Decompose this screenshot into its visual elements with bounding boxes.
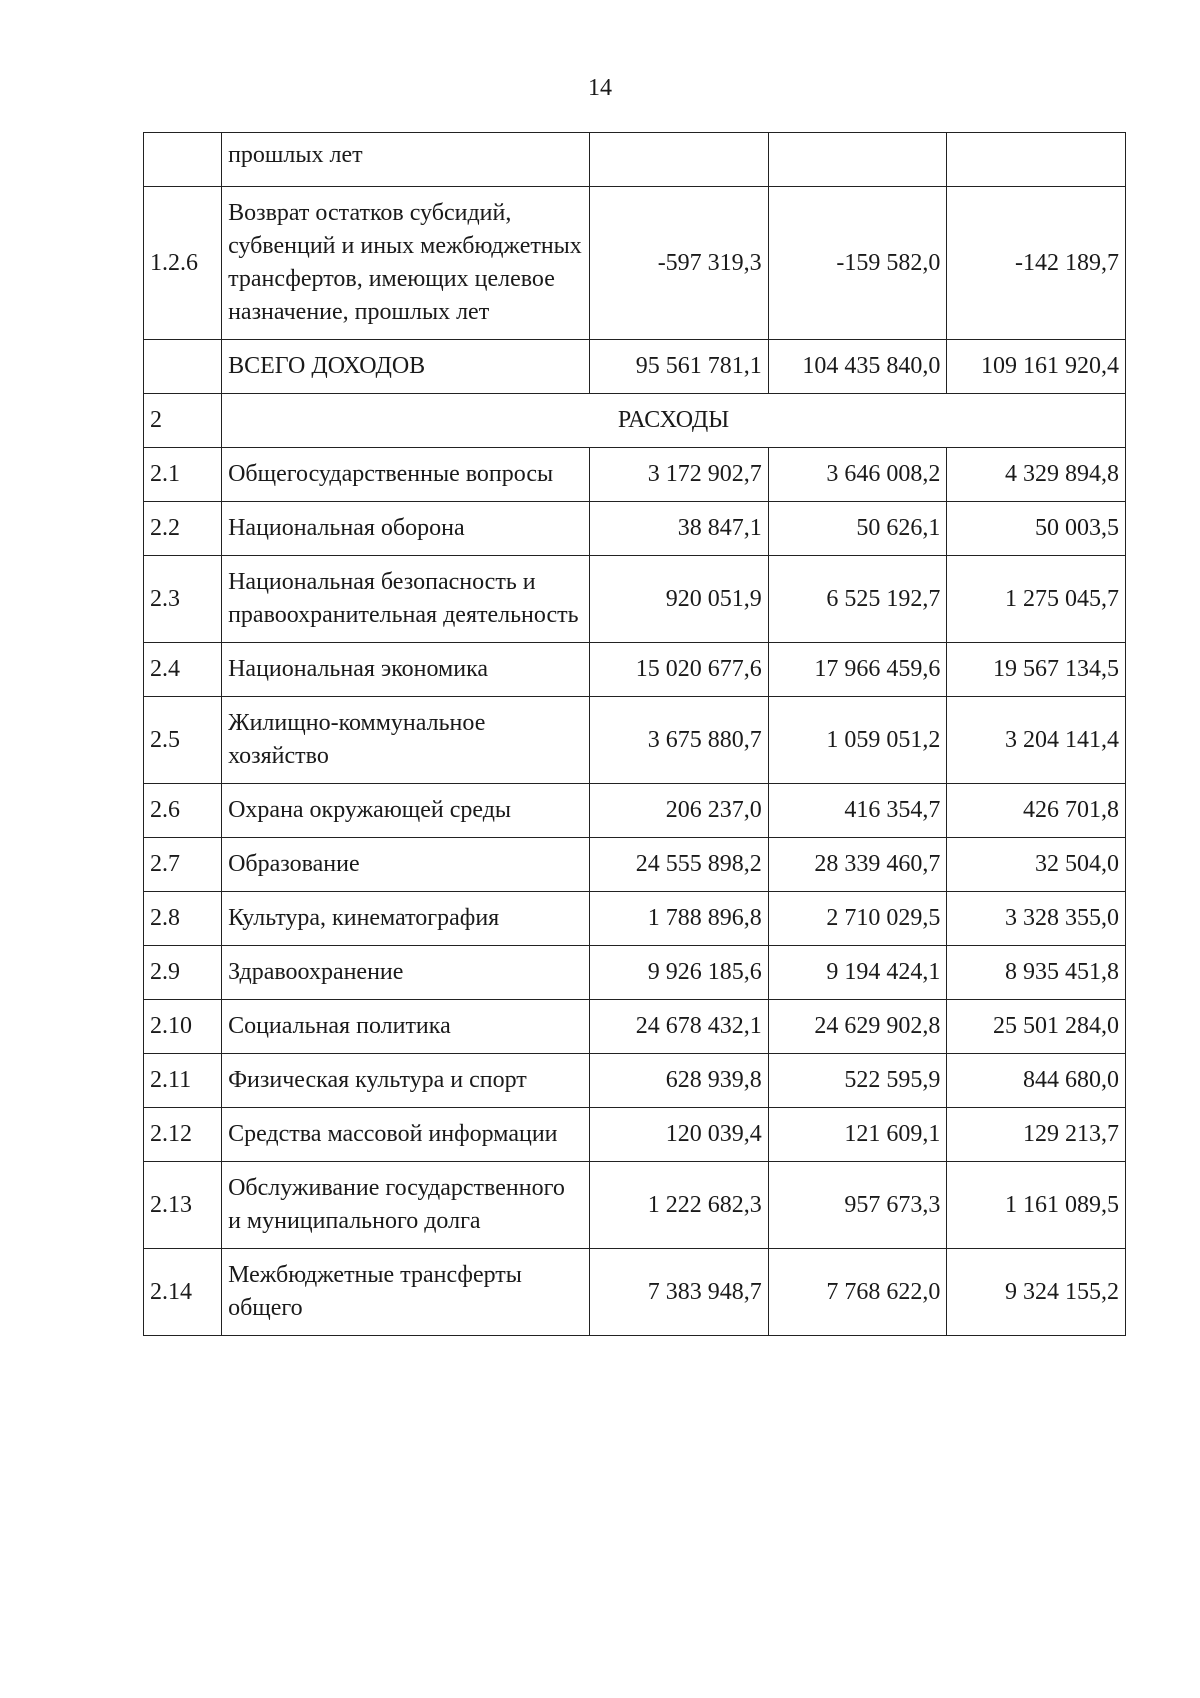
row-value-3: 1 275 045,7	[947, 556, 1126, 643]
row-name: Здравоохранение	[222, 946, 590, 1000]
row-name: Культура, кинематография	[222, 892, 590, 946]
row-name: прошлых лет	[222, 133, 590, 187]
row-value-1: 3 675 880,7	[590, 697, 769, 784]
table-row	[144, 946, 1126, 1000]
row-value-2: 24 629 902,8	[768, 1000, 947, 1054]
row-value-3: 129 213,7	[947, 1108, 1126, 1162]
row-value-2: 121 609,1	[768, 1108, 947, 1162]
row-value-1: -597 319,3	[590, 187, 769, 340]
row-value-2: 957 673,3	[768, 1162, 947, 1249]
row-value-3: 25 501 284,0	[947, 1000, 1126, 1054]
table-row	[144, 697, 1126, 784]
row-code: 2.3	[144, 556, 222, 643]
row-code: 2.12	[144, 1108, 222, 1162]
section-code: 2	[144, 394, 222, 448]
row-value-1: 7 383 948,7	[590, 1249, 769, 1336]
row-code	[144, 133, 222, 187]
row-value-2: 1 059 051,2	[768, 697, 947, 784]
row-value-1: 15 020 677,6	[590, 643, 769, 697]
row-value-3: 3 328 355,0	[947, 892, 1126, 946]
row-name: Национальная безопасность и правоохранительная деятельность	[222, 556, 590, 643]
row-value-2: 3 646 008,2	[768, 448, 947, 502]
row-code: 2.13	[144, 1162, 222, 1249]
row-value-3: 9 324 155,2	[947, 1249, 1126, 1336]
row-name: Жилищно-коммунальное хозяйство	[222, 697, 590, 784]
row-value-3: 50 003,5	[947, 502, 1126, 556]
row-value-1: 24 678 432,1	[590, 1000, 769, 1054]
row-value-2: 50 626,1	[768, 502, 947, 556]
row-code: 2.7	[144, 838, 222, 892]
row-value-2: 522 595,9	[768, 1054, 947, 1108]
row-value-1: 1 222 682,3	[590, 1162, 769, 1249]
row-value-3: -142 189,7	[947, 187, 1126, 340]
row-value-2: 6 525 192,7	[768, 556, 947, 643]
row-code: 2.1	[144, 448, 222, 502]
table-row	[144, 838, 1126, 892]
row-name: ВСЕГО ДОХОДОВ	[222, 340, 590, 394]
table-row	[144, 1054, 1126, 1108]
table-section-row	[144, 394, 1126, 448]
row-name: Национальная оборона	[222, 502, 590, 556]
row-value-2	[768, 133, 947, 187]
row-value-3	[947, 133, 1126, 187]
row-value-1: 24 555 898,2	[590, 838, 769, 892]
row-value-2: 104 435 840,0	[768, 340, 947, 394]
row-value-3: 426 701,8	[947, 784, 1126, 838]
row-code: 2.4	[144, 643, 222, 697]
row-code: 2.14	[144, 1249, 222, 1336]
table-row	[144, 502, 1126, 556]
row-code: 2.10	[144, 1000, 222, 1054]
row-code: 2.2	[144, 502, 222, 556]
row-value-3: 109 161 920,4	[947, 340, 1126, 394]
row-value-2: 17 966 459,6	[768, 643, 947, 697]
row-code: 1.2.6	[144, 187, 222, 340]
row-value-3: 1 161 089,5	[947, 1162, 1126, 1249]
row-value-2: -159 582,0	[768, 187, 947, 340]
row-value-1: 1 788 896,8	[590, 892, 769, 946]
row-value-1: 120 039,4	[590, 1108, 769, 1162]
row-code: 2.6	[144, 784, 222, 838]
table-row	[144, 892, 1126, 946]
table-row	[144, 1249, 1126, 1336]
row-value-1: 628 939,8	[590, 1054, 769, 1108]
row-value-2: 7 768 622,0	[768, 1249, 947, 1336]
row-code: 2.8	[144, 892, 222, 946]
row-value-1: 95 561 781,1	[590, 340, 769, 394]
table-row-total-income	[144, 340, 1126, 394]
row-value-2: 2 710 029,5	[768, 892, 947, 946]
row-name: Средства массовой информации	[222, 1108, 590, 1162]
page-number: 14	[588, 75, 612, 101]
row-code	[144, 340, 222, 394]
table-row	[144, 784, 1126, 838]
row-code: 2.5	[144, 697, 222, 784]
row-value-1: 9 926 185,6	[590, 946, 769, 1000]
row-value-3: 8 935 451,8	[947, 946, 1126, 1000]
row-value-1: 920 051,9	[590, 556, 769, 643]
row-code: 2.11	[144, 1054, 222, 1108]
row-name: Общегосударственные вопросы	[222, 448, 590, 502]
row-value-2: 28 339 460,7	[768, 838, 947, 892]
table-row	[144, 1108, 1126, 1162]
row-value-2: 416 354,7	[768, 784, 947, 838]
row-value-1: 38 847,1	[590, 502, 769, 556]
row-name: Обслуживание государственного и муниципального долга	[222, 1162, 590, 1249]
row-value-1: 206 237,0	[590, 784, 769, 838]
row-value-3: 844 680,0	[947, 1054, 1126, 1108]
row-value-3: 3 204 141,4	[947, 697, 1126, 784]
row-value-2: 9 194 424,1	[768, 946, 947, 1000]
row-code: 2.9	[144, 946, 222, 1000]
row-value-3: 19 567 134,5	[947, 643, 1126, 697]
row-name: Социальная политика	[222, 1000, 590, 1054]
row-name: Физическая культура и спорт	[222, 1054, 590, 1108]
row-value-1	[590, 133, 769, 187]
table-row	[144, 1000, 1126, 1054]
row-value-1: 3 172 902,7	[590, 448, 769, 502]
row-name: Возврат остатков субсидий, субвенций и иных межбюджетных трансфертов, имеющих целевое назначение, прошлых лет	[222, 187, 590, 340]
row-name: Национальная экономика	[222, 643, 590, 697]
row-value-3: 4 329 894,8	[947, 448, 1126, 502]
row-value-3: 32 504,0	[947, 838, 1126, 892]
table-row	[144, 1162, 1126, 1249]
row-name: Межбюджетные трансферты общего	[222, 1249, 590, 1336]
table-row	[144, 187, 1126, 340]
row-name: Охрана окружающей среды	[222, 784, 590, 838]
table-row	[144, 133, 1126, 187]
table-row	[144, 643, 1126, 697]
table-row	[144, 556, 1126, 643]
budget-table	[143, 132, 1126, 1336]
section-title: РАСХОДЫ	[222, 394, 1126, 448]
row-name: Образование	[222, 838, 590, 892]
table-row	[144, 448, 1126, 502]
